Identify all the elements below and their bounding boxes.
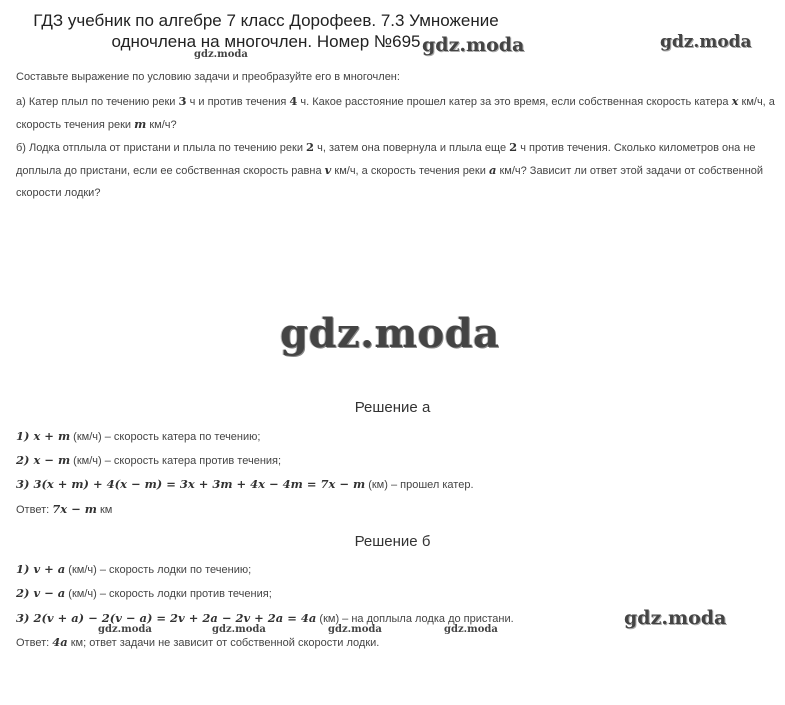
watermark-small: gdz.moda (328, 624, 382, 635)
math-variable: v (324, 163, 332, 177)
answer-text: км; ответ задачи не зависит от собственной скорости лодки. (67, 637, 380, 649)
task-text: ч. Какое расстояние прошел катер за это время, если собственная скорость катера (297, 96, 732, 108)
solution-b-step-1 (16, 558, 251, 581)
watermark-small: gdz.moda (98, 624, 152, 635)
watermark-small: gdz.moda (444, 624, 498, 635)
solution-a-answer (16, 498, 112, 521)
solution-a-heading: Решение а (354, 399, 431, 416)
watermark: gdz.moda (660, 32, 752, 52)
task-b-line-3: скорости лодки? (16, 187, 101, 199)
math-expression: 1) x + m (16, 429, 71, 443)
answer-label: Ответ: (16, 504, 53, 516)
task-a-line-2 (16, 113, 177, 136)
task-text: а) Катер плыл по течению реки (16, 96, 179, 108)
solution-a-step-2 (16, 449, 281, 472)
math-expression: 3) 2(v + a) − 2(v − a) = 2v + 2a − 2v + 2a = 4a (16, 611, 317, 625)
answer-unit: км (96, 504, 113, 516)
step-text: (км/ч) – скорость катера по течению; (70, 431, 261, 443)
task-text: доплыла до пристани, если ее собственная скорость равна (16, 165, 325, 177)
step-text: (км/ч) – скорость катера против течения; (70, 455, 282, 467)
math-expression: 7x − m (52, 502, 97, 516)
math-expression: 2) x − m (16, 453, 71, 467)
solution-b-step-2 (16, 582, 272, 605)
watermark-large: gdz.moda (280, 310, 500, 357)
task-text: ч и против течения (186, 96, 290, 108)
task-text: км/ч? Зависит ли ответ этой задачи от собственной (496, 165, 764, 177)
math-expression: 4a (52, 635, 68, 649)
solution-a-step-3 (16, 473, 474, 496)
math-variable: x (731, 94, 739, 108)
math-variable: a (488, 163, 497, 177)
solution-b-heading: Решение б (354, 533, 431, 550)
step-text: (км) – на доплыла лодка до пристани. (316, 613, 514, 625)
step-text: (км/ч) – скорость лодки по течению; (65, 564, 252, 576)
answer-label: Ответ: (16, 637, 53, 649)
math-number: 2 (509, 140, 518, 154)
math-expression: 3) 3(x + m) + 4(x − m) = 3x + 3m + 4x − 4m = 7x − m (16, 477, 366, 491)
math-number: 3 (178, 94, 187, 108)
watermark-small: gdz.moda (194, 49, 248, 60)
task-text: км/ч? (146, 119, 177, 131)
title-line-1: ГДЗ учебник по алгебре 7 класс Дорофеев. 7.3 Умножение (33, 11, 499, 30)
step-text: (км/ч) – скорость лодки против течения; (65, 588, 272, 600)
math-number: 4 (289, 94, 298, 108)
solution-b-answer (16, 631, 379, 654)
solution-a-step-1 (16, 425, 260, 448)
watermark-small: gdz.moda (212, 624, 266, 635)
watermark: gdz.moda (422, 34, 525, 56)
math-variable: m (134, 117, 147, 131)
step-text: (км) – прошел катер. (365, 479, 474, 491)
task-b-line-2 (16, 159, 763, 182)
task-text: ч, затем она повернула и плыла еще (314, 142, 510, 154)
task-b-line-1 (16, 136, 756, 159)
watermark: gdz.moda (624, 607, 727, 629)
math-expression: 2) v − a (16, 586, 66, 600)
math-expression: 1) v + a (16, 562, 66, 576)
task-text: км/ч, а скорость течения реки (331, 165, 489, 177)
task-intro: Составьте выражение по условию задачи и преобразуйте его в многочлен: (16, 71, 400, 83)
task-text: скорость течения реки (16, 119, 135, 131)
task-a-line-1 (16, 90, 775, 113)
task-text: ч против течения. Сколько километров она не (517, 142, 756, 154)
title-line-2: одночлена на многочлен. Номер №695 (111, 32, 421, 51)
task-text: б) Лодка отплыла от пристани и плыла по течению реки (16, 142, 307, 154)
math-number: 2 (306, 140, 315, 154)
task-text: км/ч, а (738, 96, 775, 108)
